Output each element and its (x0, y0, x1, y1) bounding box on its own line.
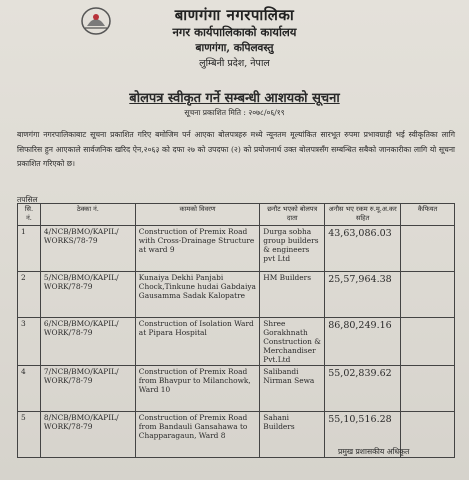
cell-remarks (401, 226, 455, 272)
table-row (18, 366, 455, 412)
header-contract: ठेक्का नं. (40, 204, 135, 226)
cell-bidder: Durga sobha group builders & engineers pvt Ltd (260, 226, 325, 272)
header-description: कामको विवरण (135, 204, 259, 226)
cell-remarks (401, 318, 455, 366)
cell-contract: 5/NCB/BMO/KAPIL/ WORK/78-79 (40, 272, 135, 318)
office-subtitle: नगर कार्यपालिकाको कार्यालय (172, 25, 297, 39)
cell-contract: 6/NCB/BMO/KAPIL/ WORK/78-79 (40, 318, 135, 366)
notice-title: बोलपत्र स्वीकृत गर्ने सम्बन्धी आशयको सूचना (129, 91, 340, 106)
cell-amount: 55,02,839.62 (325, 366, 401, 412)
office-province: लुम्बिनी प्रदेश, नेपाल (199, 58, 270, 69)
cell-sn: 2 (18, 272, 41, 318)
notice-body: बाणगंगा नगरपालिकाबाट सूचना प्रकाशित गरिए बमोजिम पर्न आएका बोलपत्रहरु मध्ये न्यूनतम मूल्यांकित सारभूत रुपमा प्रभावग्राही भई स्वीकृतिका लागि सिफारिस हुन आएकाले सार्वजनिक खरिद ऐन,२०६३ को दफा २७ को उपदफा (२) को प्रयोजनार्थ उक्त बोलपत्रसँग सम्बन्धित सबैको जानकारीका लागि यो सूचना प्रकाशित गरिएको छ। (17, 130, 455, 168)
cell-amount: 86,80,249.16 (325, 318, 401, 366)
header-bidder: छनौट भएको बोलपत्र दाता (260, 204, 325, 226)
cell-description: Construction of Premix Road with Cross-Drainage Structure at ward 9 (135, 226, 259, 272)
signatory: प्रमुख प्रशासकीय अधिकृत (338, 447, 410, 456)
table-header-row (18, 204, 455, 226)
cell-description: Construction of Premix Road from Bandauli Gansahawa to Chapparagaun, Ward 8 (135, 412, 259, 458)
cell-sn: 3 (18, 318, 41, 366)
table-row (18, 226, 455, 272)
office-location: बाणगंगा, कपिलवस्तु (195, 42, 274, 54)
cell-contract: 8/NCB/BMO/KAPIL/ WORK/78-79 (40, 412, 135, 458)
header-remarks: कैफियत (401, 204, 455, 226)
header-amount: अनौस भए रकम रु.मू.अ.कर सहित (325, 204, 401, 226)
cell-remarks (401, 366, 455, 412)
cell-contract: 7/NCB/BMO/KAPIL/ WORK/78-79 (40, 366, 135, 412)
cell-sn: 1 (18, 226, 41, 272)
schedule-label: तपसिल (17, 195, 38, 204)
cell-amount: 55,10,516.28 (325, 412, 401, 458)
cell-description: Construction of Premix Road from Bhavpur to Milanchowk, Ward 10 (135, 366, 259, 412)
cell-contract: 4/NCB/BMO/KAPIL/ WORKS/78-79 (40, 226, 135, 272)
cell-sn: 5 (18, 412, 41, 458)
cell-remarks (401, 272, 455, 318)
cell-sn: 4 (18, 366, 41, 412)
cell-bidder: Salibandi Nirman Sewa (260, 366, 325, 412)
notice-date: सूचना प्रकाशित मिति : २०७८/०६/१९ (184, 108, 285, 117)
table-row (18, 272, 455, 318)
cell-amount: 25,57,964.38 (325, 272, 401, 318)
cell-amount: 43,63,086.03 (325, 226, 401, 272)
cell-description: Construction of Isolation Ward at Pipara Hospital (135, 318, 259, 366)
cell-bidder: Sahani Builders (260, 412, 325, 458)
cell-description: Kunaiya Dekhi Panjabi Chock,Tinkune hudai Gabdaiya Gausamma Sadak Kalopatre (135, 272, 259, 318)
cell-bidder: Shree Gorakhnath Construction & Merchandiser Pvt.Ltd (260, 318, 325, 366)
table-row (18, 318, 455, 366)
office-name: बाणगंगा नगरपालिका (174, 6, 295, 24)
header-sn: सि. नं. (18, 204, 41, 226)
cell-bidder: HM Builders (260, 272, 325, 318)
bid-table (17, 203, 455, 458)
